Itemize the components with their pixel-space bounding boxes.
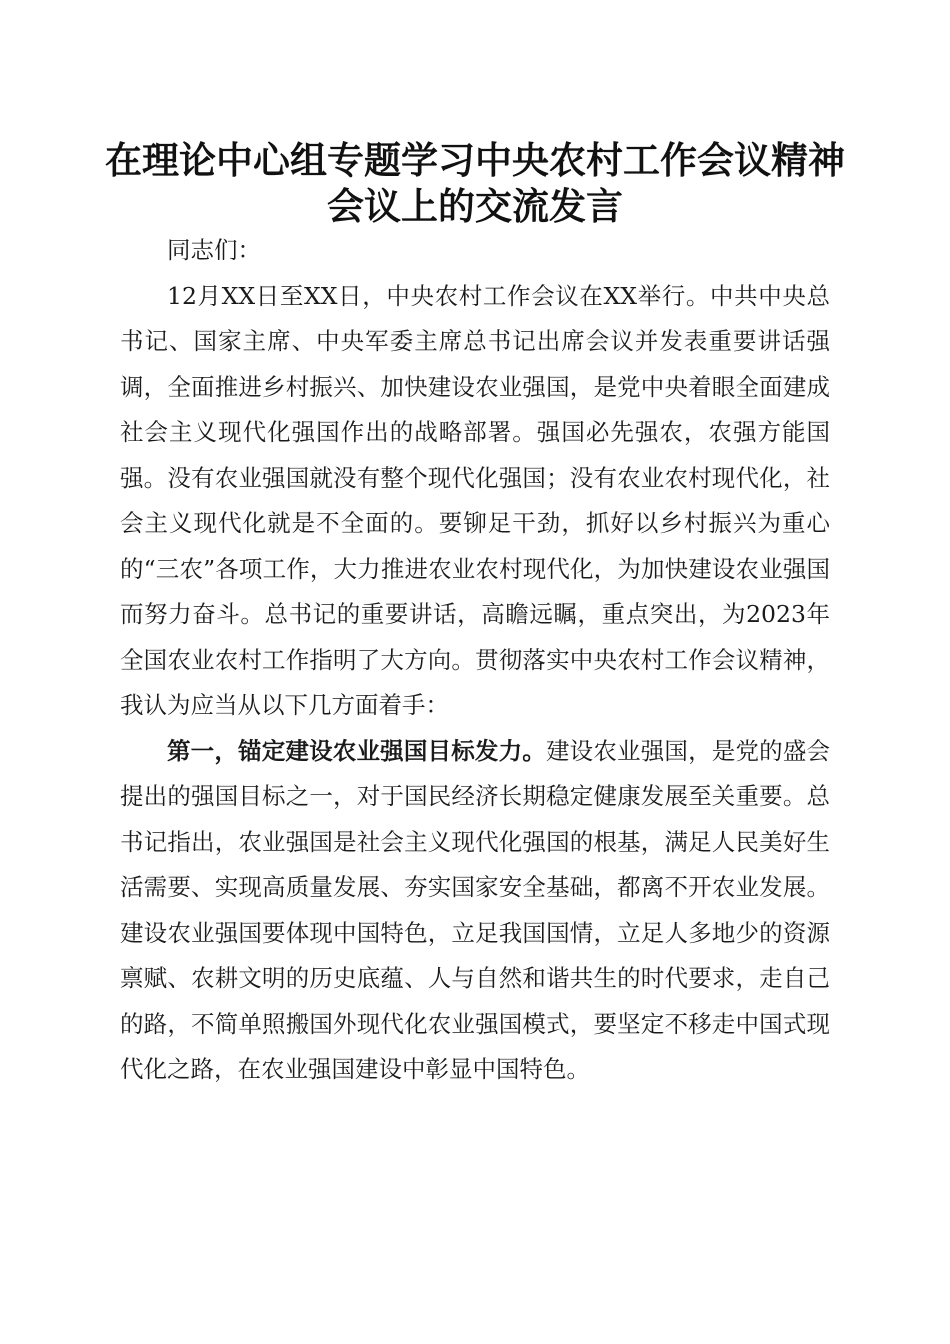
document-title-line-1: 在理论中心组专题学习中央农村工作会议精神 — [105, 138, 845, 182]
paragraph-intro: 12月XX日至XX日，中央农村工作会议在XX举行。中共中央总书记、国家主席、中央军委主席总书记出席会议并发表重要讲话强调，全面推进乡村振兴、加快建设农业强国，是党中央着眼全面建成社会主义现代化强国作出的战略部署。强国必先强农，农强方能国强。没有农业强国就没有整个现代化强国；没有农业农村现代化，社会主义现代化就是不全面的。要铆足干劲，抓好以乡村振兴为重心的“三农”各项工作，大力推进农业农村现代化，为加快建设农业强国而努力奋斗。总书记的重要讲话，高瞻远瞩，重点突出，为2023年全国农业农村工作指明了大方向。贯彻落实中央农村工作会议精神，我认为应当从以下几方面着手： — [120, 281, 830, 719]
paragraph-body: 建设农业强国，是党的盛会提出的强国目标之一，对于国民经济长期稳定健康发展至关重要。总书记指出，农业强国是社会主义现代化强国的根基，满足人民美好生活需要、实现高质量发展、夯实国家安全基础，都离不开农业发展。建设农业强国要体现中国特色，立足我国国情，立足人多地少的资源禀赋、农耕文明的历史底蕴、人与自然和谐共生的时代要求，走自己的路，不简单照搬国外现代化农业强国模式，要坚定不移走中国式现代化之路，在农业强国建设中彰显中国特色。 — [120, 736, 831, 1083]
greeting: 同志们： — [167, 236, 261, 264]
paragraph-first-point — [120, 729, 830, 1093]
document-title-line-2: 会议上的交流发言 — [327, 184, 623, 228]
paragraph-heading: 第一，锚定建设农业强国目标发力。 — [167, 736, 546, 765]
document-body — [120, 228, 830, 1093]
